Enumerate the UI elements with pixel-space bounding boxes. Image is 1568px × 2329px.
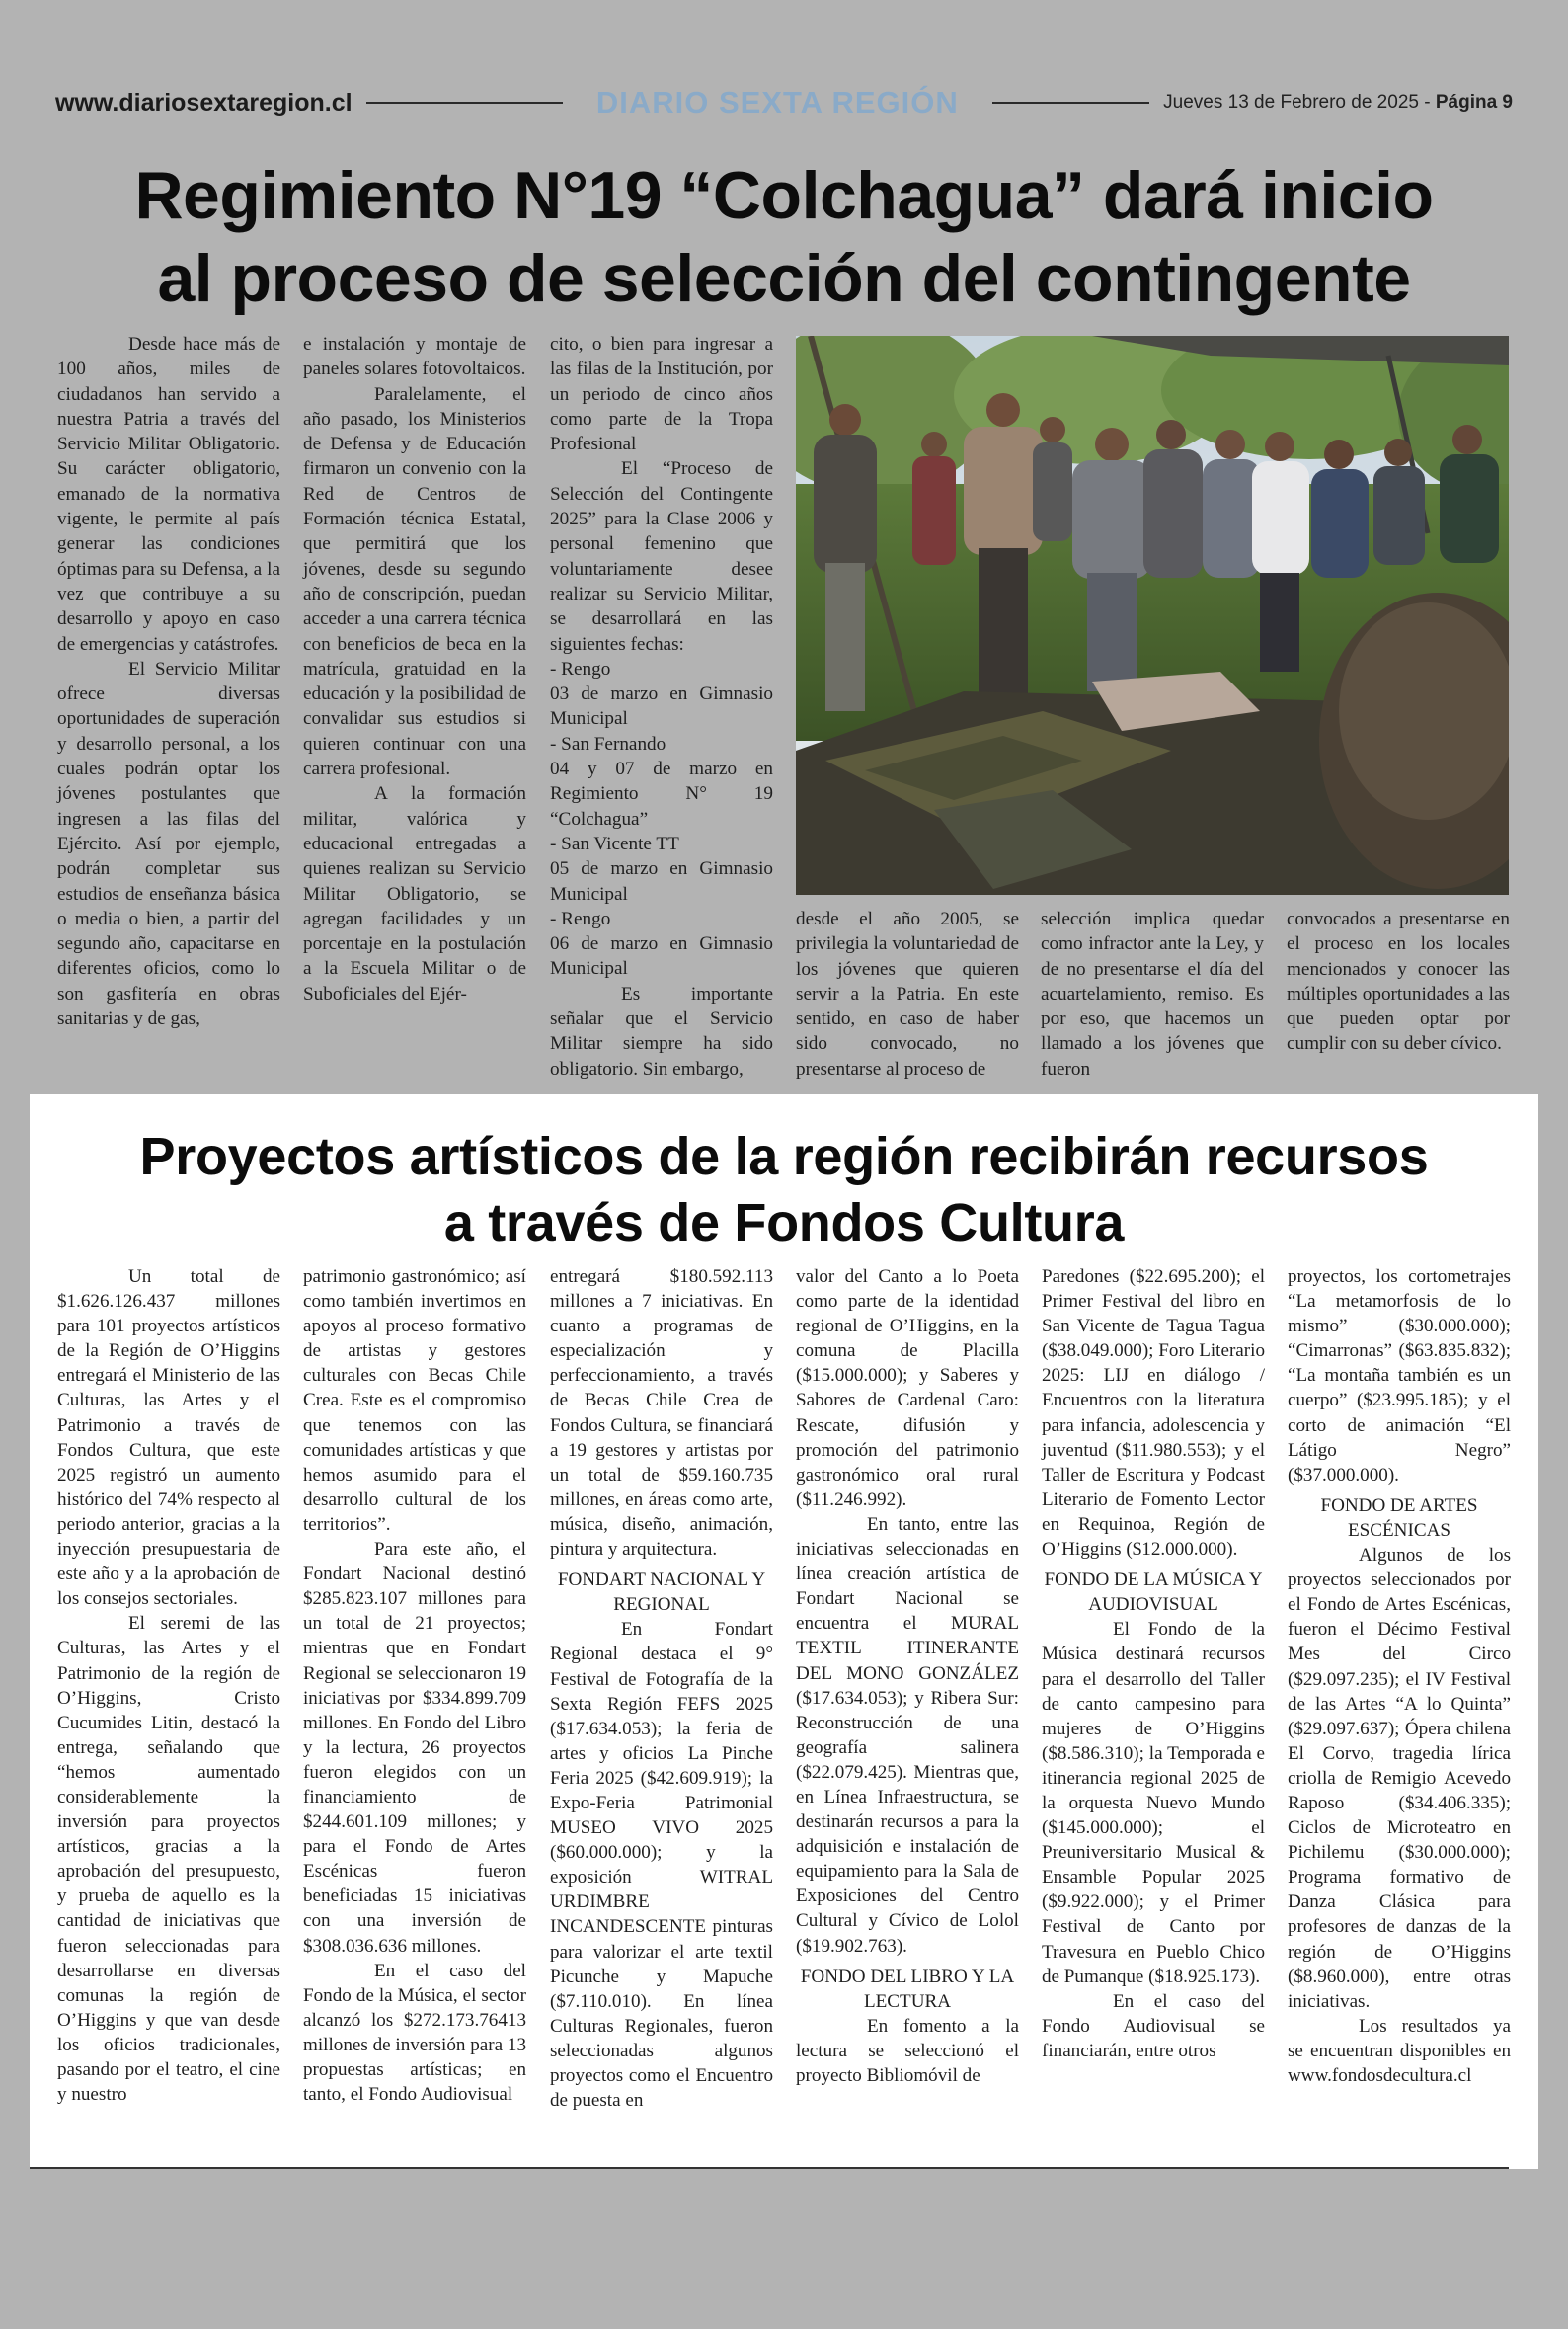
article2-headline: Proyectos artísticos de la región recibirán recursos a través de Fondos Cultura [139,1127,1429,1252]
subheading-musica: FONDO DE LA MÚSICA Y AUDIOVISUAL [1044,1569,1263,1616]
article1-headline: Regimiento N°19 “Colchagua” dará inicio al proceso de selección del contingente [134,158,1434,316]
article2-column-5: Paredones ($22.695.200); el Primer Festival del libro en San Vicente de Tagua Tagua ($38.049.000); Foro Literario 2025: LIJ en diálogo / Encuentros con la literatura para infancia, adolescencia y juventud ($11.980.553); y el Taller de Escritura y Podcast Literario de Fomento Lector en Requinoa, Región de O’Higgins ($12.000.000). FONDO DE LA MÚSICA Y AUDIOVISUAL El Fondo de la Música destinará recursos para el desarrollo del Taller de canto campesino para mujeres de O’Higgins ($8.586.310); la Temporada e itinerancia regional 2025 de la orquesta Nuevo Mundo ($145.000.000); el Preuniversitario Musical & Ensamble Popular 2025 ($9.922.000); y el Primer Festival de Canto por Travesura en Pueblo Chico de Pumanque ($18.925.173). En el caso del Fondo Audiovisual se financiarán, entre otros [1042,1266,1265,2061]
recruits-photo-illustration [796,336,1509,895]
header-rule [992,102,1149,104]
subheading-escenicas: FONDO DE ARTES ESCÉNICAS [1320,1494,1478,1541]
subheading-libro: FONDO DEL LIBRO Y LA LECTURA [800,1966,1015,2012]
article2-panel [30,1094,1538,2169]
newspaper-name: DIARIO SEXTA REGIÓN [595,85,959,120]
article2-column-3: entregará $180.592.113 millones a 7 iniciativas. En cuanto a programas de especialización y perfeccionamiento, a través de Becas Chile Crea de Fondos Cultura, se financiará a 19 gestores y artistas por un total de $59.160.735 millones, en áreas como arte, música, diseño, animación, pintura y arquitectura. FONDART NACIONAL Y REGIONAL En Fondart Regional destaca el 9° Festival de Fotografía de la Sexta Región FEFS 2025 ($17.634.053); la feria de artes y oficios La Pinche Feria 2025 ($42.609.919); la Expo-Feria Patrimonial MUSEO VIVO 2025 ($60.000.000); y la exposición WITRAL URDIMBRE INCANDESCENTE pinturas para valorizar el arte textil Picunche y Mapuche ($7.110.010). En línea Culturas Regionales, fueron seleccionadas algunos proyectos como el Encuentro de puesta en [550,1266,773,2112]
header-rule [366,102,563,104]
article1-column-6: convocados a presentarse en el proceso en los locales mencionados y conocer las múltiples oportunidades a las que pueden optar por cumplir con su deber cívico. [1287,909,1510,1055]
page-number: Página 9 [1435,92,1513,113]
article1-column-5: selección implica quedar como infractor ante la Ley, y de no presentarse el día del acuartelamiento, remiso. Es por eso, que hacemos un llamado a los jóvenes que fueron [1041,909,1264,1080]
article1-column-3: cito, o bien para ingresar a las filas de la Institución, por un periodo de cinco años como parte de la Tropa Profesional El “Proceso de Selección del Contingente 2025” para la Clase 2006 y personal femenino que voluntariamente desee realizar su Servicio Militar, se desarrollará en las siguientes fechas: - Rengo 03 de marzo en Gimnasio Municipal - San Fernando 04 y 07 de marzo en Regimiento N° 19 “Colchagua” - San Vicente TT 05 de marzo en Gimnasio Municipal - Rengo 06 de marzo en Gimnasio Municipal Es importante señalar que el Servicio Militar siempre ha sido obligatorio. Sin embargo, [550,334,773,1080]
page-header [55,83,1513,122]
article1-column-2: e instalación y montaje de paneles solares fotovoltaicos. Paralelamente, el año pasado, los Ministerios de Defensa y de Educación firmaron un convenio con la Red de Centros de Formación técnica Estatal, que permitirá que los jóvenes, desde su segundo año de conscripción, puedan acceder a una carrera técnica con beneficios de beca en la matrícula, gratuidad en la educación y la posibilidad de convalidar sus estudios si quieren continuar con una carrera profesional. A la formación militar, valórica y educacional entregadas a quienes realizan su Servicio Militar Obligatorio, se agregan facilidades y un porcentaje en la postulación a la Escuela Militar o de Suboficiales del Ejér- [303,334,526,1004]
site-url[interactable]: www.diariosextaregion.cl [55,88,353,117]
recruits-photo [796,336,1509,895]
issue-date: Jueves 13 de Febrero de 2025 - Página 9 [1163,92,1513,113]
article2-column-2: patrimonio gastronómico; así como también invertimos en apoyos al proceso formativo de artistas y gestores culturales con Becas Chile Crea. Este es el compromiso que tenemos con las comunidades artísticas y que hemos asumido para el desarrollo cultural de los territorios”. Para este año, el Fondart Nacional destinó $285.823.107 millones para un total de 21 proyectos; mientras que en Fondart Regional se seleccionaron 19 iniciativas por $334.899.709 millones. En Fondo del Libro y la lectura, 26 proyectos fueron elegidos con un financiamiento de $244.601.109 millones; y para el Fondo de Artes Escénicas fueron beneficiadas 15 iniciativas con una inversión de $308.036.636 millones. En el caso del Fondo de la Música, el sector alcanzó los $272.173.76413 millones de inversión para 13 propuestas artísticas; en tanto, el Fondo Audiovisual [303,1266,526,2106]
article2-column-6: proyectos, los cortometrajes “La metamorfosis de lo mismo” ($30.000.000); “Cimarronas” ($63.835.832); “La montaña también es un cuerpo” ($23.995.185); y el corto de animación “El Látigo Negro” ($37.000.000). FONDO DE ARTES ESCÉNICAS Algunos de los proyectos seleccionados por el Fondo de Artes Escénicas, fueron el Décimo Festival Mes del Circo ($29.097.235); el IV Festival de las Artes “A lo Quinta” ($29.097.637); Ópera chilena El Corvo, tragedia lírica criolla de Remigio Acevedo Raposo ($34.406.335); Ciclos de Microteatro en Pichilemu ($30.000.000); Programa formativo de Danza Clásica para profesores de danzas de la región de O’Higgins ($8.960.000), entre otras iniciativas. Los resultados ya se encuentran disponibles en www.fondosdecultura.cl [1288,1266,1511,2086]
article1-column-4: desde el año 2005, se privilegia la voluntariedad de los jóvenes que quieren servir a la Patria. En este sentido, en caso de haber sido convocado, no presentarse al proceso de [796,909,1019,1080]
subheading-fondart: FONDART NACIONAL Y REGIONAL [557,1569,766,1616]
panel-bottom-rule [30,2167,1509,2169]
article1-column-1: Desde hace más de 100 años, miles de ciudadanos han servido a nuestra Patria a través del Servicio Militar Obligatorio. Su carácter obligatorio, emanado de la normativa vigente, le permite al país generar las condiciones óptimas para su Defensa, a la vez que contribuye a su desarrollo y apoyo en caso de emergencias y catástrofes. El Servicio Militar ofrece diversas oportunidades de superación y desarrollo personal, a los cuales podrán optar los jóvenes postulantes que ingresen a las filas del Ejército. Así por ejemplo, podrán completar sus estudios de enseñanza básica o media o bien, a partir del segundo año, capacitarse en diferentes oficios, como lo son gasfitería en obras sanitarias y de gas, [57,334,280,1030]
article2-column-4: valor del Canto a lo Poeta como parte de la identidad regional de O’Higgins, en la comuna de Placilla ($15.000.000); y Saberes y Sabores de Cardenal Caro: Rescate, difusión y promoción del patrimonio gastronómico oral rural ($11.246.992). En tanto, entre las iniciativas seleccionadas en línea creación artística de Fondart Nacional se encuentra el MURAL TEXTIL ITINERANTE DEL MONO GONZÁLEZ ($17.634.053); y Ribera Sur: Reconstrucción de una geografía salinera ($22.079.425). Mientras que, en Línea Infraestructura, se destinarán recursos a para la adquisición e instalación de equipamiento para la Sala de Exposiciones del Centro Cultural y Cívico de Lolol ($19.902.763). FONDO DEL LIBRO Y LA LECTURA En fomento a la lectura se seleccionó el proyecto Bibliomóvil de [796,1266,1019,2086]
article2-column-1: Un total de $1.626.126.437 millones para 101 proyectos artísticos de la Región de O’Higgins entregará el Ministerio de las Culturas, las Artes y el Patrimonio a través de Fondos Cultura, que este 2025 registró un aumento histórico del 74% respecto al periodo anterior, gracias a la inyección presupuestaria de este año y a la aprobación de los consejos sectoriales. El seremi de las Culturas, las Artes y el Patrimonio de la región de O’Higgins, Cristo Cucumides Litin, destacó la entrega, señalando que “hemos aumentado considerablemente la inversión para proyectos artísticos, gracias a la aprobación del presupuesto, y prueba de aquello es la cantidad de iniciativas que fueron seleccionadas para desarrollarse en diversas comunas la región de O’Higgins y que van desde los oficios tradicionales, pasando por el teatro, el cine y nuestro [57,1266,280,2106]
